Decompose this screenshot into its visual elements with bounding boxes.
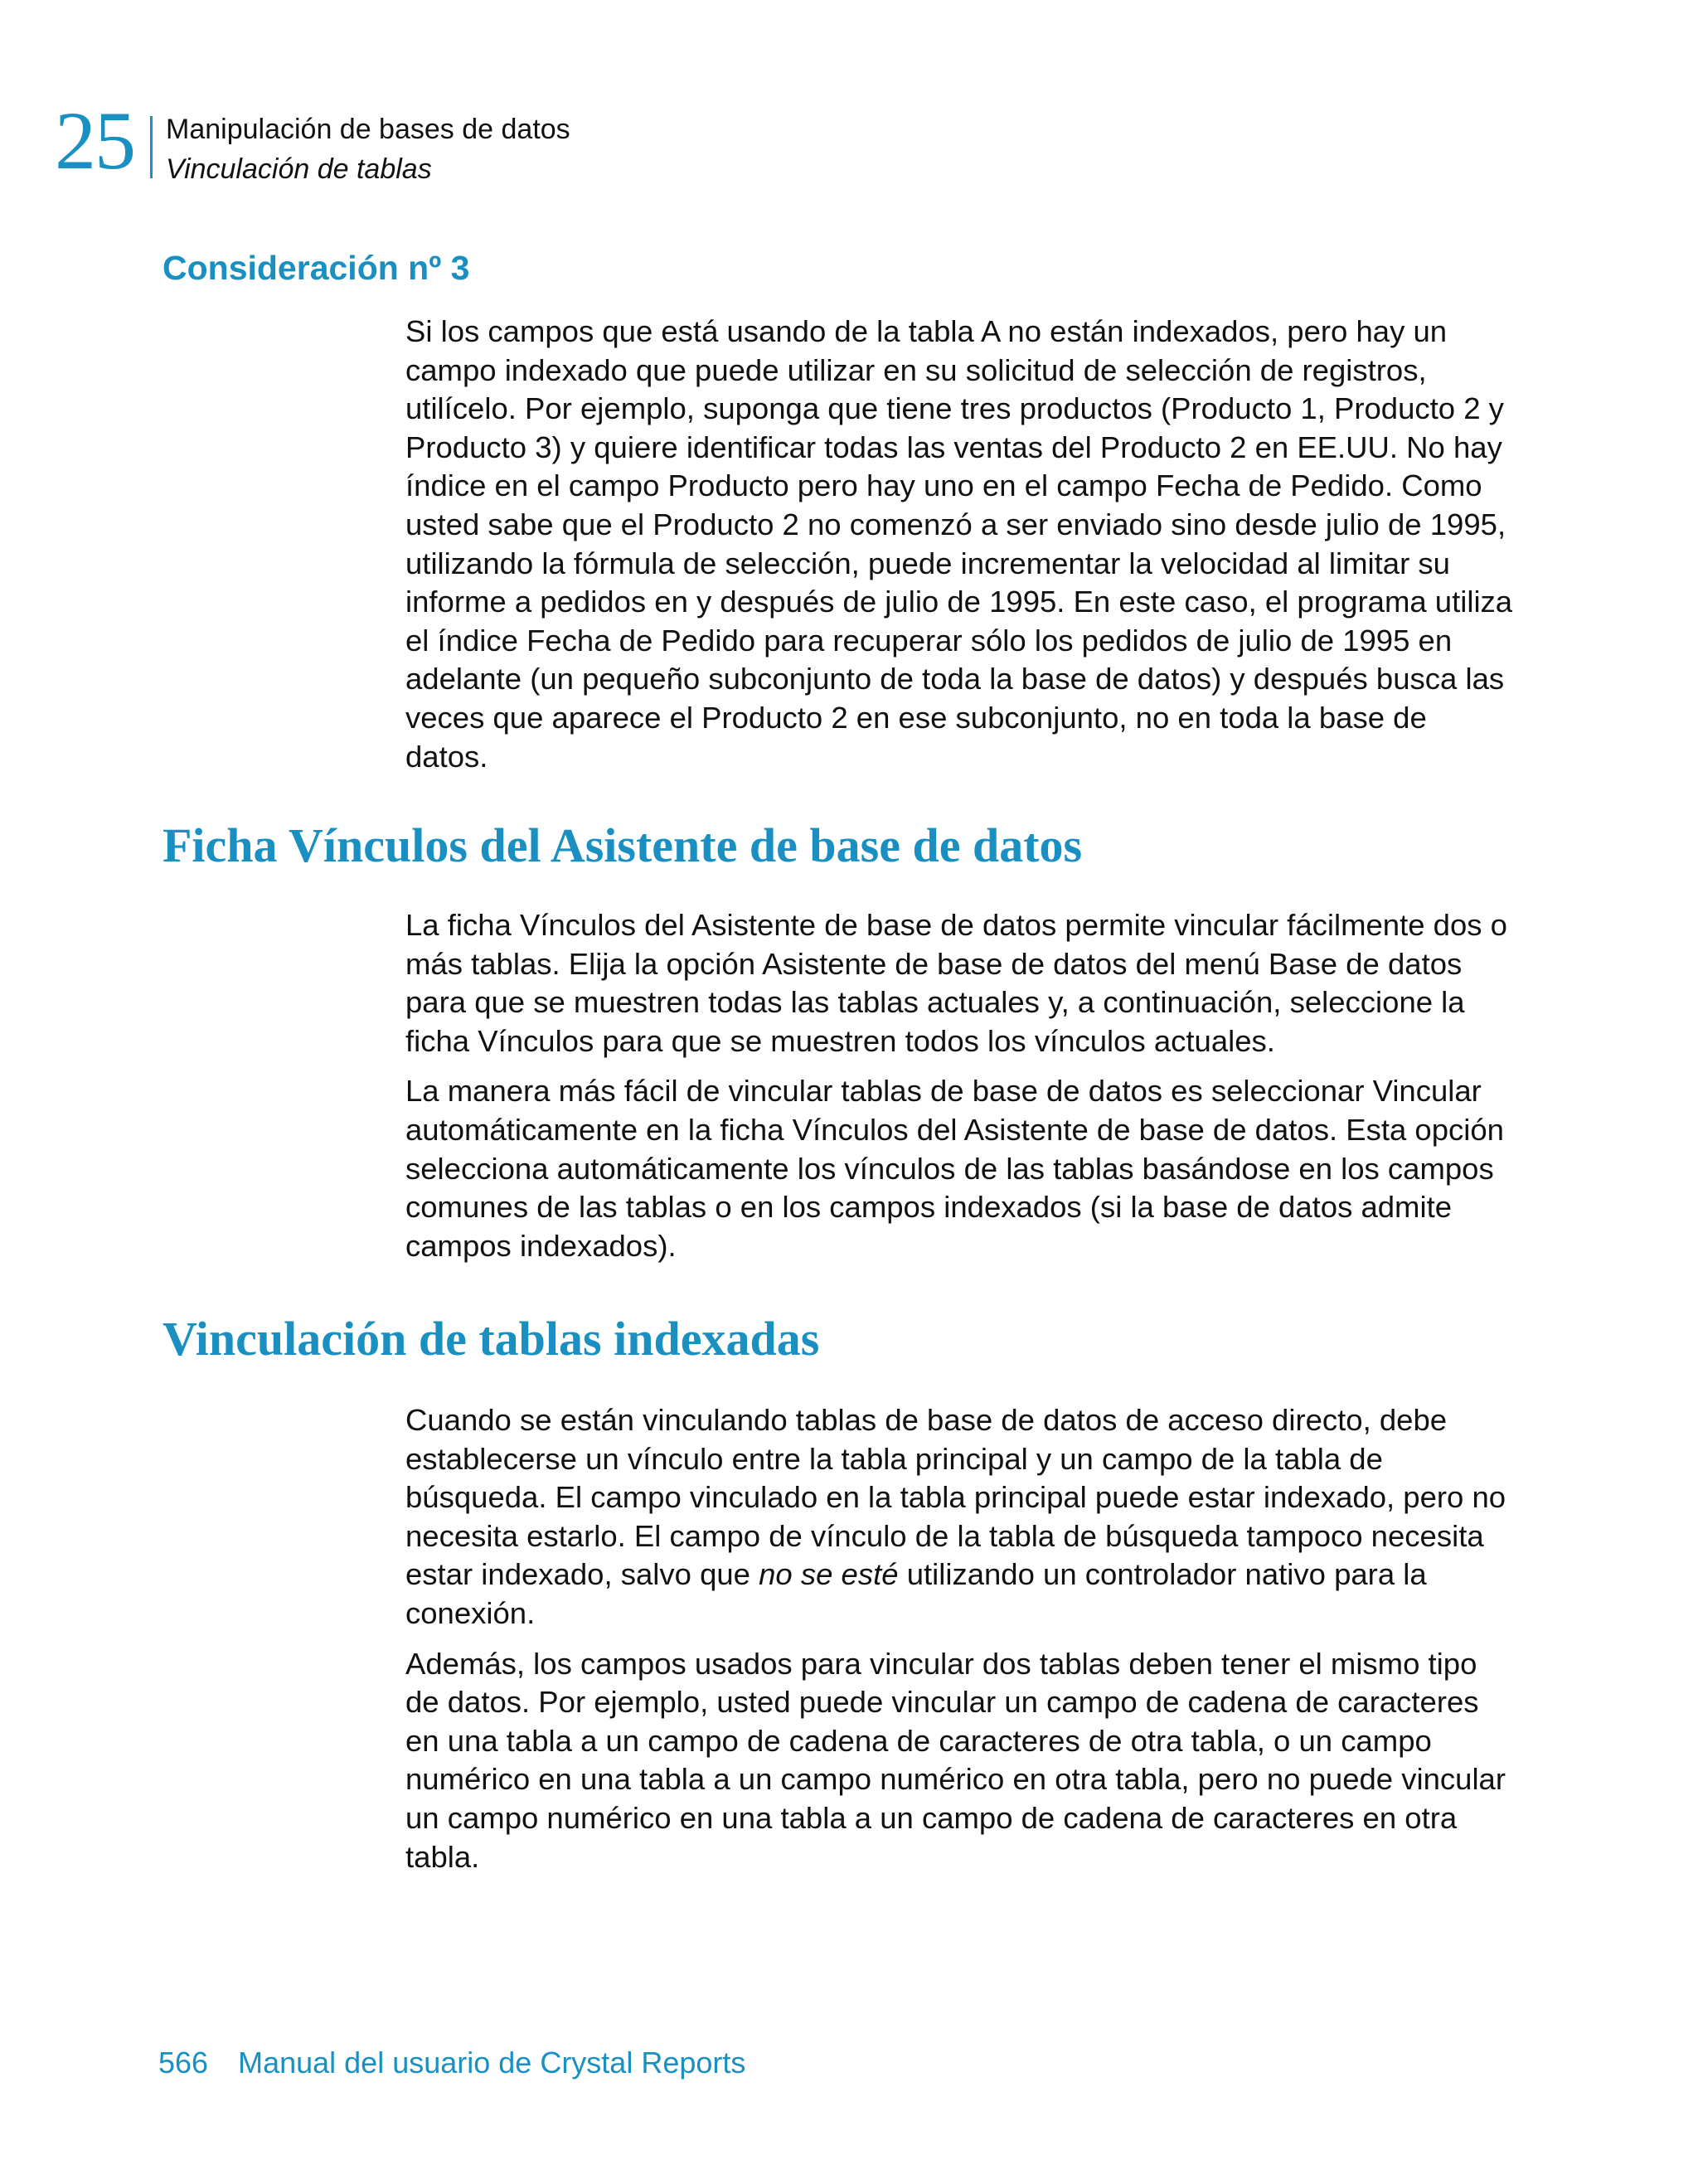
ficha-vinculos-paragraph-1: La ficha Vínculos del Asistente de base de datos permite vincular fácilmente dos o más tablas. Elija la opción Asistente de base de datos del menú Base de datos para que se muestren todas las tablas actuales y, a continuación, seleccione la ficha Vínculos para que se muestren todos los vínculos actuales. (405, 908, 1507, 1058)
paragraph-text: utilizando un controlador nativo para la conexión. (405, 1557, 1427, 1630)
tablas-indexadas-heading: Vinculación de tablas indexadas (163, 1312, 820, 1366)
chapter-title: Manipulación de bases de datos (166, 114, 570, 145)
running-header (166, 109, 570, 189)
subsection-title: Vinculación de tablas (166, 153, 432, 185)
italic-emphasis: no se esté (759, 1557, 899, 1592)
ficha-vinculos-body (405, 906, 1516, 1277)
consideracion-body (405, 313, 1516, 788)
ficha-vinculos-heading: Ficha Vínculos del Asistente de base de datos (163, 818, 1083, 872)
chapter-number: 25 (55, 95, 134, 187)
book-title: Manual del usuario de Crystal Reports (238, 2046, 746, 2080)
header-divider (150, 116, 153, 178)
paragraph-text: Cuando se están vinculando tablas de base de datos de acceso directo, debe establecerse un vínculo entre la tabla principal y un campo de la tabla de búsqueda. El campo vinculado en la tabla principal puede estar indexado, pero no necesita estarlo. El campo de vínculo de la tabla de búsqueda tampoco necesita estar indexado, salvo que (405, 1403, 1506, 1592)
page-number: 566 (158, 2046, 209, 2080)
consideracion-heading: Consideración nº 3 (163, 249, 470, 287)
ficha-vinculos-paragraph-2: La manera más fácil de vincular tablas de base de datos es seleccionar Vincular automáticamente en la ficha Vínculos del Asistente de base de datos. Esta opción selecciona automáticamente los vínculos de las tablas basándose en los campos comunes de las tablas o en los campos indexados (si la base de datos admite campos indexados). (405, 1074, 1504, 1263)
tablas-indexadas-paragraph-2: Además, los campos usados para vincular dos tablas deben tener el mismo tipo de datos. Por ejemplo, usted puede vincular un campo de cadena de caracteres en una tabla a un campo de cadena de caracteres de otra tabla, o un campo numérico en una tabla a un campo numérico en otra tabla, pero no puede vincular un campo numérico en una tabla a un campo de cadena de caracteres en otra tabla. (405, 1646, 1506, 1874)
consideracion-paragraph: Si los campos que está usando de la tabla A no están indexados, pero hay un campo indexado que puede utilizar en su solicitud de selección de registros, utilícelo. Por ejemplo, suponga que tiene tres productos (Producto 1, Producto 2 y Producto 3) y quiere identificar todas las ventas del Producto 2 en EE.UU. No hay índice en el campo Producto pero hay uno en el campo Fecha de Pedido. Como usted sabe que el Producto 2 no comenzó a ser enviado sino desde julio de 1995, utilizando la fórmula de selección, puede incrementar la velocidad al limitar su informe a pedidos en y después de julio de 1995. En este caso, el programa utiliza el índice Fecha de Pedido para recuperar sólo los pedidos de julio de 1995 en adelante (un pequeño subconjunto de toda la base de datos) y después busca las veces que aparece el Producto 2 en ese subconjunto, no en toda la base de datos. (405, 314, 1513, 774)
tablas-indexadas-body (405, 1401, 1516, 1888)
tablas-indexadas-paragraph-1 (405, 1401, 1516, 1633)
page-footer (158, 2044, 745, 2082)
